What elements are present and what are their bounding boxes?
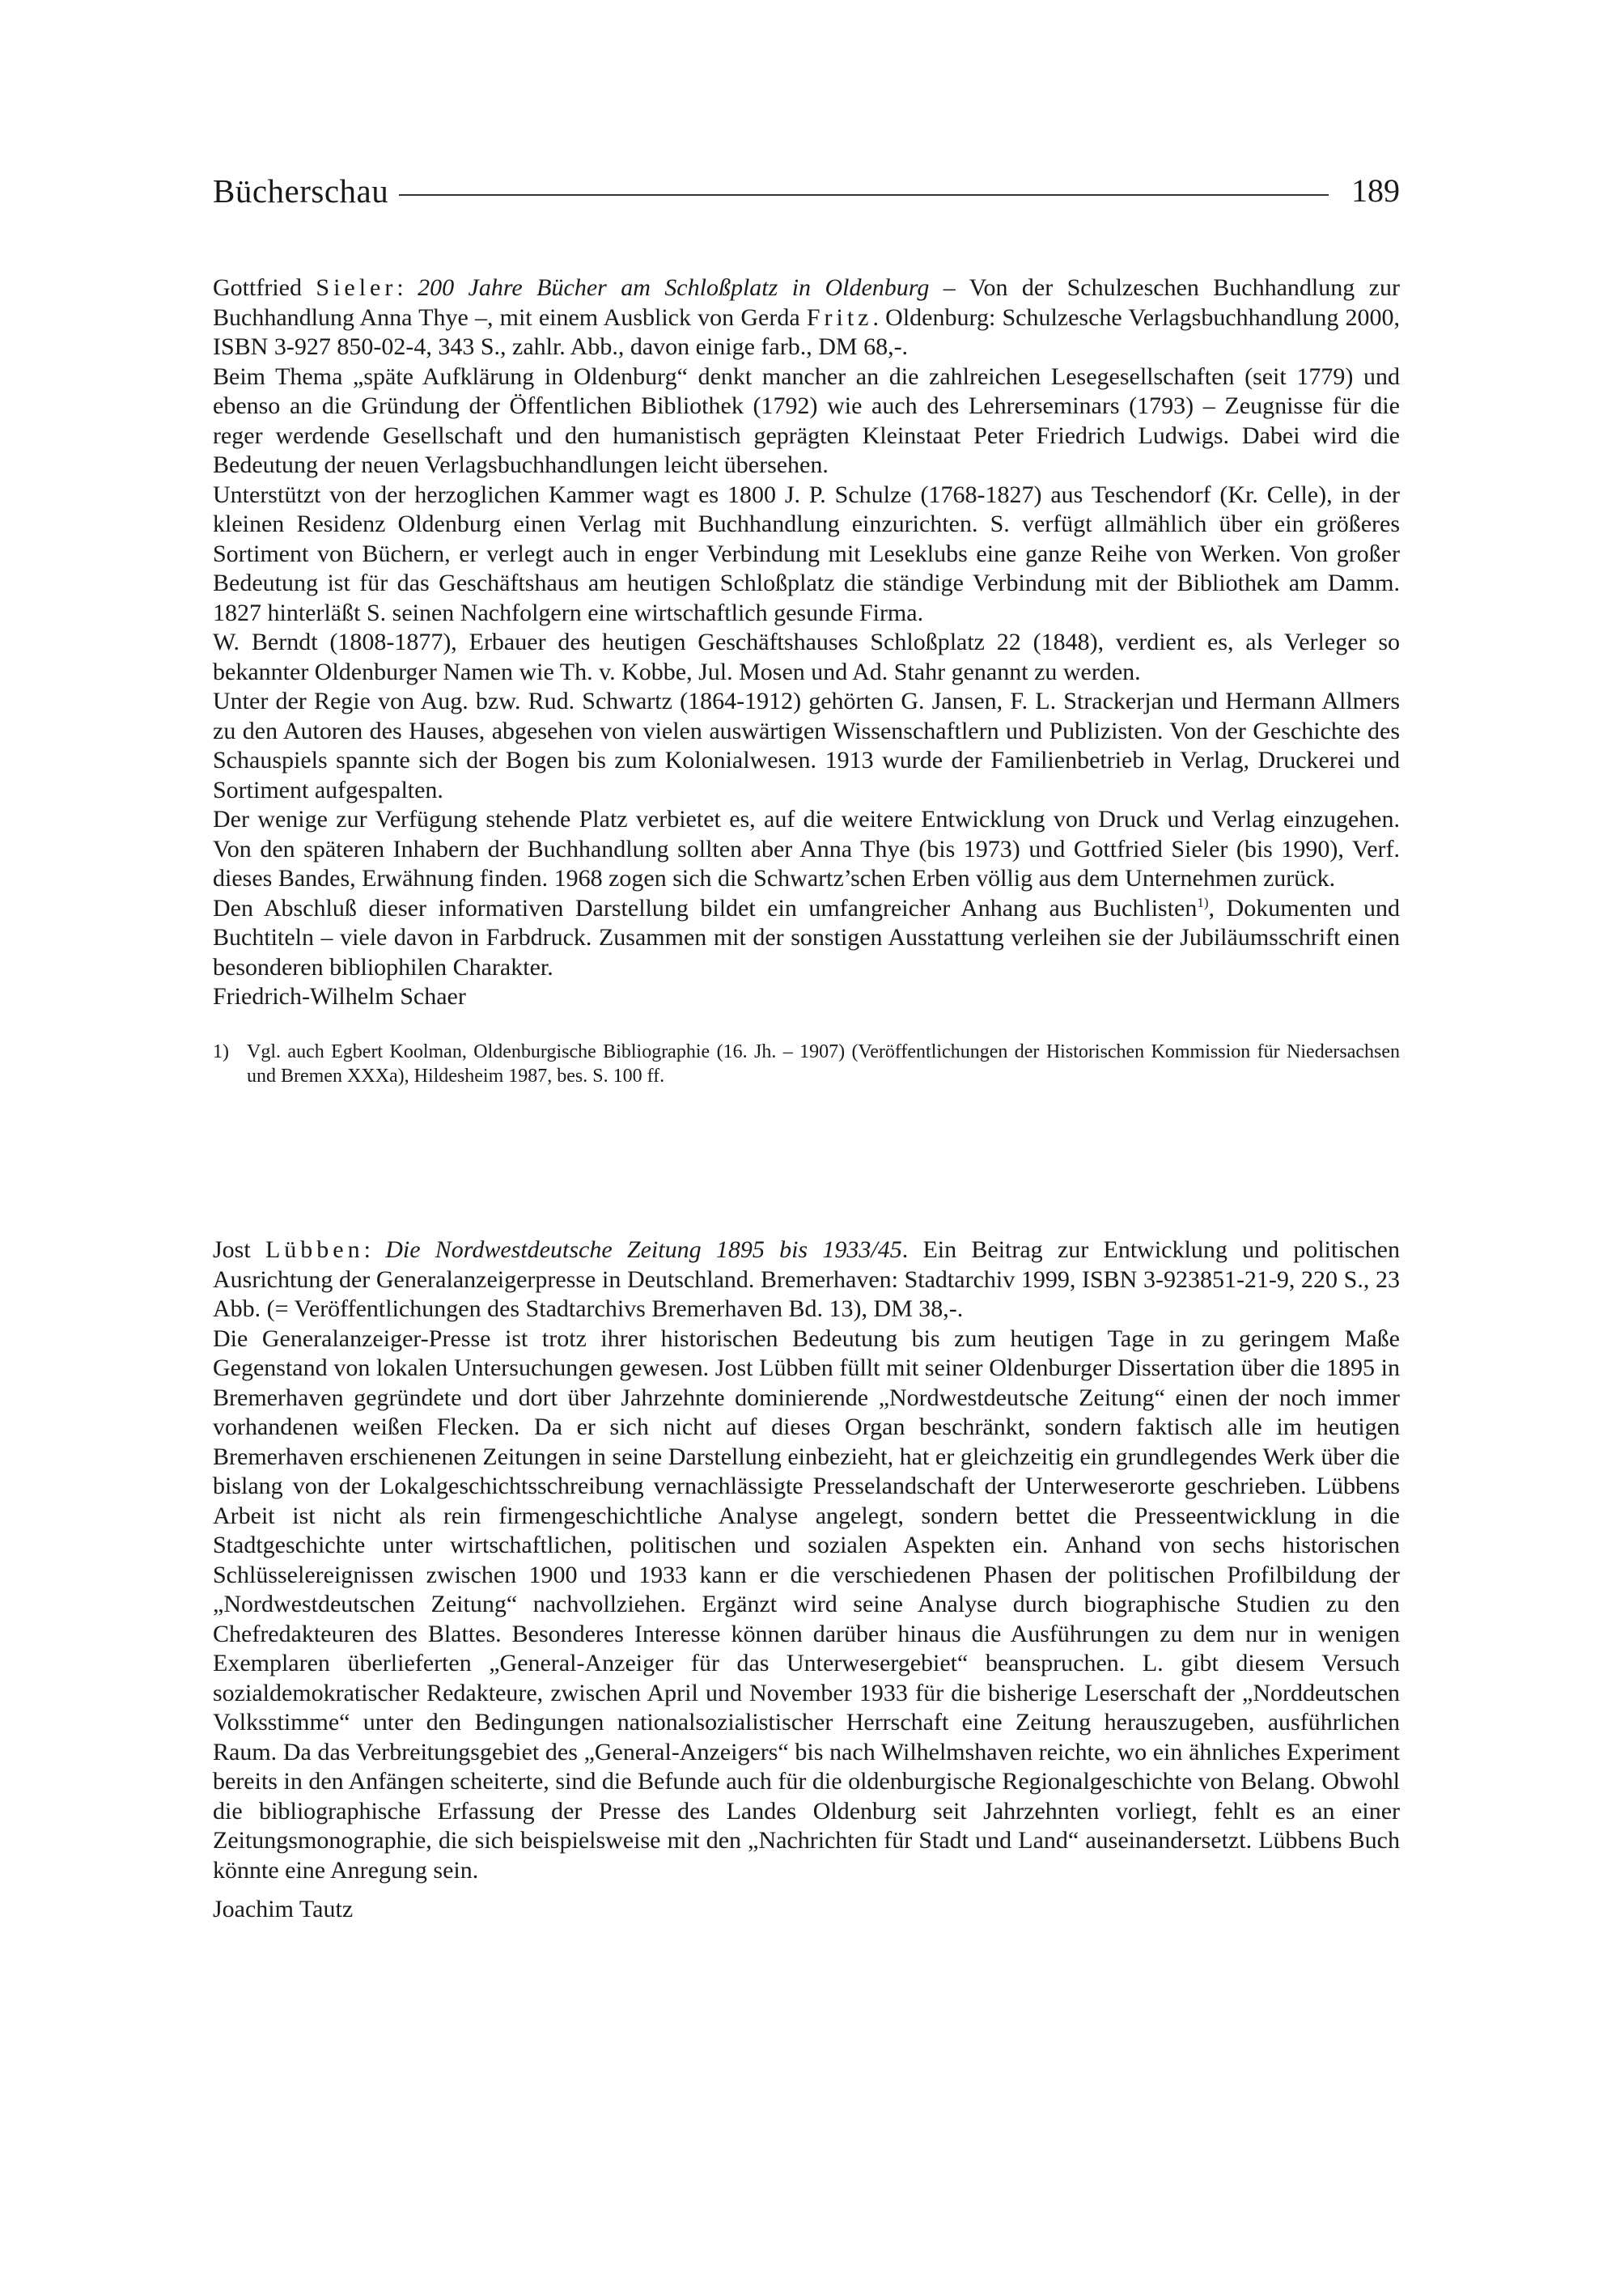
citation-details-b: . Oldenburg: Schulzesche Verlagsbuchhandlung 2000, ISBN 3-927 850-02-4, 343 S., zahlr. Abb., davon einige farb., DM 68,-. — [213, 303, 1401, 360]
citation-details-a: – Von der Schulzeschen Buchhandlung zur Buchhandlung Anna Thye –, mit einem Ausblick von Gerda — [213, 274, 1400, 331]
contributor-name: Fritz — [806, 303, 873, 331]
author-last-name: Sieler — [316, 274, 397, 301]
review-paragraph: Unter der Regie von Aug. bzw. Rud. Schwartz (1864-1912) gehörten G. Jansen, F. L. Strackerjan und Hermann Allmers zu den Autoren des Hauses, abgesehen von vielen auswärtigen Wissenschaftlern und Publizisten. Von der Geschichte des Schauspiels spannte sich der Bogen bis zum Kolonialwesen. 1913 wurde der Familienbetrieb in Verlag, Druckerei und Sortiment aufgespalten. — [213, 688, 1400, 803]
closing-text-continued: , Dokumenten und Buchtiteln – viele davon in Farbdruck. Zusammen mit der sonstigen Ausstattung verleihen sie der Jubiläumsschrift einen besonderen bibliophilen Charakter. — [213, 894, 1400, 981]
book-title: Die Nordwestdeutsche Zeitung 1895 bis 1933/45 — [385, 1236, 902, 1263]
closing-text: Den Abschluß dieser informativen Darstellung bildet ein umfangreicher Anhang aus Buchlisten — [213, 894, 1198, 922]
review-paragraph: Unterstützt von der herzoglichen Kammer wagt es 1800 J. P. Schulze (1768-1827) aus Teschendorf (Kr. Celle), in der kleinen Residenz Oldenburg einen Verlag mit Buchhandlung einzurichten. S. verfügt allmählich über ein größeres Sortiment von Büchern, er verlegt auch in enger Verbindung mit Leseklubs eine ganze Reihe von Werken. Von großer Bedeutung ist für das Geschäftshaus am heutigen Schloßplatz die ständige Verbindung mit der Bibliothek am Damm. 1827 hinterläßt S. seinen Nachfolgern eine wirtschaftlich gesunde Firma. — [213, 481, 1400, 626]
reviewer-signature: Friedrich-Wilhelm Schaer — [213, 983, 466, 1010]
review-paragraph: Der wenige zur Verfügung stehende Platz verbietet es, auf die weitere Entwicklung von Druck und Verlag einzugehen. Von den späteren Inhabern der Buchhandlung sollten aber Anna Thye (bis 1973) und Gottfried Sieler (bis 1990), Verf. dieses Bandes, Erwähnung finden. 1968 zogen sich die Schwartz’schen Erben völlig aus dem Unternehmen zurück. — [213, 806, 1400, 892]
book-title: 200 Jahre Bücher am Schloßplatz in Oldenburg — [418, 274, 930, 301]
section-title: Bücherschau — [213, 172, 389, 210]
citation-details: . Ein Beitrag zur Entwicklung und politischen Ausrichtung der Generalanzeigerpresse in Deutschland. Bremerhaven: Stadtarchiv 1999, ISBN 3-923851-21-9, 220 S., 23 Abb. (= Veröffentlichungen des Stadtarchivs Bremerhaven Bd. 13), DM 38,-. — [213, 1236, 1400, 1322]
review-sieler — [213, 273, 1400, 1088]
page-number: 189 — [1351, 172, 1400, 209]
footnote — [213, 1040, 1400, 1088]
reviewer-signature: Joachim Tautz — [213, 1896, 354, 1922]
footnote-text: Vgl. auch Egbert Koolman, Oldenburgische Bibliographie (16. Jh. – 1907) (Veröffentlichungen der Historischen Kommission für Niedersachsen und Bremen XXXa), Hildesheim 1987, bes. S. 100 ff. — [247, 1041, 1400, 1087]
review-citation — [213, 273, 1400, 362]
review-citation — [213, 1236, 1400, 1325]
review-paragraph-closing — [213, 894, 1400, 983]
review-luebben — [213, 1236, 1400, 1925]
running-header — [213, 172, 1400, 220]
footnote-reference: 1) — [1197, 894, 1209, 910]
review-paragraph: Beim Thema „späte Aufklärung in Oldenburg“ denkt mancher an die zahlreichen Lesegesellschaften (seit 1779) und ebenso an die Gründung der Öffentlichen Bibliothek (1792) wie auch des Lehrerseminars (1793) – Zeugnisse für die reger werdende Gesellschaft und den humanistisch geprägten Kleinstaat Peter Friedrich Ludwigs. Dabei wird die Bedeutung der neuen Verlagsbuchhandlungen leicht übersehen. — [213, 362, 1400, 478]
author-first-name: Jost — [213, 1236, 265, 1263]
review-paragraph: Die Generalanzeiger-Presse ist trotz ihrer historischen Bedeutung bis zum heutigen Tage in zu geringem Maße Gegenstand von lokalen Untersuchungen gewesen. Jost Lübben füllt mit seiner Oldenburger Dissertation über die 1895 in Bremerhaven gegründete und dort über Jahrzehnte dominierende „Nordwestdeutsche Zeitung“ einen der noch immer vorhandenen weißen Flecken. Da er sich nicht auf dieses Organ beschränkt, sondern faktisch alle im heutigen Bremerhaven erschienenen Zeitungen in seine Darstellung einbezieht, hat er gleichzeitig ein grundlegendes Werk über die bislang von der Lokalgeschichtsschreibung vernachlässigte Presselandschaft der Unterweserorte geschrieben. Lübbens Arbeit ist nicht als rein firmengeschichtliche Analyse angelegt, sondern bettet die Presseentwicklung in die Stadtgeschichte unter wirtschaftlichen, politischen und sozialen Aspekten ein. Anhand von sechs historischen Schlüsselereignissen zwischen 1900 und 1933 kann er die verschiedenen Phasen der politischen Profilbildung der „Nordwestdeutschen Zeitung“ nachvollziehen. Ergänzt wird seine Analyse durch biographische Studien zu den Chefredakteuren des Blattes. Besonderes Interesse können darüber hinaus die Ausführungen zu dem nur in wenigen Exemplaren überlieferten „General-Anzeiger für das Unterwesergebiet“ beanspruchen. L. gibt diesem Versuch sozialdemokratischer Redakteure, zwischen April und November 1933 für die bisherige Leserschaft der „Norddeutschen Volksstimme“ unter den Bedingungen nationalsozialistischer Herrschaft eine Zeitung herauszugeben, ausführlichen Raum. Da das Verbreitungsgebiet des „General-Anzeigers“ bis nach Wilhelmshaven reichte, wo ein ähnliches Experiment bereits in den Anfängen scheiterte, sind die Befunde auch für die oldenburgische Regionalgeschichte von Belang. Obwohl die bibliographische Erfassung der Presse des Landes Oldenburg seit Jahrzehnten vorliegt, fehlt es an einer Zeitungsmonographie, die sich beispielsweise mit den „Nachrichten für Stadt und Land“ auseinandersetzt. Lübbens Buch könnte eine Anregung sein. — [213, 1325, 1400, 1884]
citation-colon: : — [363, 1236, 386, 1263]
review-paragraph: W. Berndt (1808-1877), Erbauer des heutigen Geschäftshauses Schloßplatz 22 (1848), verdient es, als Verleger so bekannter Oldenburger Namen wie Th. v. Kobbe, Jul. Mosen und Ad. Stahr genannt zu werden. — [213, 629, 1400, 685]
citation-colon: : — [396, 274, 418, 301]
footnote-mark: 1) — [213, 1041, 229, 1062]
header-rule — [399, 194, 1329, 196]
author-first-name: Gottfried — [213, 274, 316, 301]
author-last-name: Lübben — [265, 1236, 364, 1263]
